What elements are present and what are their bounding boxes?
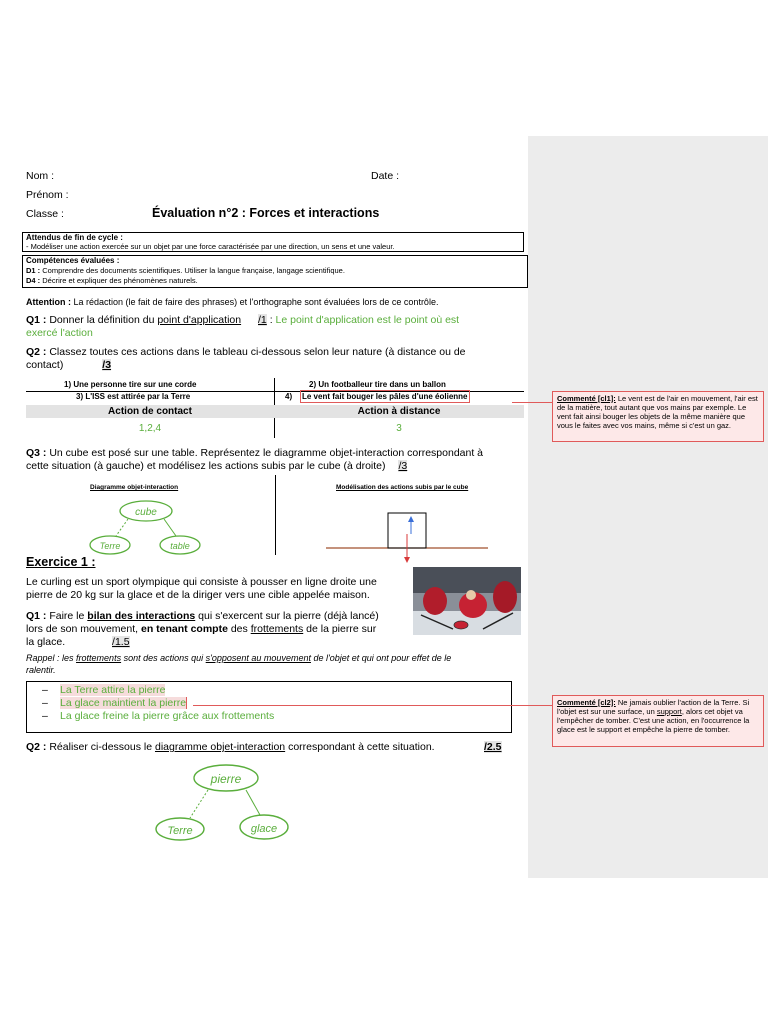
d4-code: D4 : bbox=[26, 276, 41, 285]
ex-q2-label: Q2 : bbox=[26, 741, 47, 753]
rappel-text-b: sont des actions qui bbox=[123, 653, 204, 663]
q1-colon: : bbox=[269, 314, 273, 326]
comment-2-text-b: , alors cet objet va l'empêcher de tomber. C'est une action, en l'occurrence la glace est le support et empêche la pierre de tomber. bbox=[557, 707, 750, 734]
d1-code: D1 : bbox=[26, 266, 41, 275]
q1-term: point d'application bbox=[157, 314, 242, 326]
attendus-box bbox=[22, 232, 524, 252]
q2-text-line1: Classez toutes ces actions dans le tableau ci-dessous selon leur nature (à distance ou de bbox=[49, 346, 466, 358]
photo-face bbox=[466, 590, 476, 600]
q1-label: Q1 : bbox=[26, 314, 47, 326]
action-item-4: Le vent fait bouger les pâles d'une éolienne bbox=[302, 392, 468, 401]
comment-1-header: Commenté [cl1]: bbox=[557, 394, 616, 403]
exercise-intro bbox=[26, 576, 411, 602]
distance-arrow-2 bbox=[190, 790, 208, 818]
q3-block bbox=[26, 447, 526, 473]
ex-q2-text-a: Réaliser ci-dessous le bbox=[49, 741, 153, 753]
ex-q2-text-b: correspondant à cette situation. bbox=[288, 741, 435, 753]
rappel-oppose: s'opposent au mouvement bbox=[205, 653, 311, 663]
q3-model bbox=[320, 506, 492, 568]
table-node-label: table bbox=[170, 541, 190, 551]
d1-text: Comprendre des documents scientifiques. Utiliser la langue française, langage scientifique. bbox=[42, 266, 345, 275]
action-item-2: 2) Un footballeur tire dans un ballon bbox=[309, 380, 446, 389]
col-header-distance: Action à distance bbox=[357, 406, 441, 417]
answer-2: La glace maintient la pierre bbox=[60, 697, 187, 709]
ex-q1-block bbox=[26, 610, 406, 649]
prenom-label: Prénom : bbox=[26, 189, 69, 201]
photo-player-left bbox=[423, 587, 447, 615]
classe-label: Classe : bbox=[26, 208, 64, 220]
model-title: Modélisation des actions subis par le cube bbox=[336, 484, 469, 491]
attention-label: Attention : bbox=[26, 297, 71, 307]
pierre-node-label: pierre bbox=[210, 772, 242, 786]
intro-line2: pierre de 20 kg sur la glace et de la diriger vers une cible appelée maison. bbox=[26, 589, 370, 601]
curling-photo bbox=[413, 567, 521, 635]
rappel-block bbox=[26, 652, 516, 676]
ex-q1-text-d: des bbox=[230, 623, 248, 635]
terre-node-2-label: Terre bbox=[167, 825, 193, 837]
terre-node-label: Terre bbox=[99, 541, 121, 551]
reaction-arrowhead bbox=[408, 516, 414, 522]
comment-2[interactable] bbox=[552, 695, 764, 747]
q3-label: Q3 : bbox=[26, 447, 47, 459]
q1-score: /1 bbox=[258, 314, 267, 326]
glace-node-label: glace bbox=[250, 823, 278, 835]
ex-q1-bilan: bilan des interactions bbox=[87, 610, 196, 622]
q1-answer-line1: Le point d'application est le point où est bbox=[275, 314, 460, 326]
action-item-3: 3) L'ISS est attirée par la Terre bbox=[76, 392, 191, 401]
ex-q2-score: /2.5 bbox=[484, 741, 502, 753]
comment-2-header: Commenté [cl2]: bbox=[557, 698, 616, 707]
q1-text: Donner la définition du bbox=[49, 314, 155, 326]
q3-diagram bbox=[80, 494, 220, 556]
contact-arrow-2 bbox=[246, 790, 260, 815]
comment-1[interactable] bbox=[552, 391, 764, 442]
ex-q2-term: diagramme objet-interaction bbox=[154, 741, 286, 753]
q3-text-line1: Un cube est posé sur une table. Représentez le diagramme objet-interaction correspondant à bbox=[49, 447, 484, 459]
q3-divider bbox=[275, 475, 276, 555]
rappel-text-a: Rappel : les bbox=[26, 653, 74, 663]
action-item-1: 1) Une personne tire sur une corde bbox=[64, 380, 197, 389]
q2-score: /3 bbox=[102, 359, 112, 371]
comment-connector-1 bbox=[512, 402, 552, 403]
page-title: Évaluation n°2 : Forces et interactions bbox=[152, 206, 380, 220]
ex-q1-text-a: Faire le bbox=[49, 610, 85, 622]
answer-bullet-3: – bbox=[42, 710, 48, 722]
cube-node-label: cube bbox=[135, 507, 157, 518]
ex-q1-text-c: lors de son mouvement, bbox=[26, 623, 139, 635]
ex-q1-frottements: frottements bbox=[250, 623, 304, 635]
diagram-title: Diagramme objet-interaction bbox=[90, 484, 179, 491]
answer-bullet-2: – bbox=[42, 697, 48, 709]
intro-line1: Le curling est un sport olympique qui consiste à pousser en ligne droite une bbox=[26, 576, 377, 588]
ex-q1-text-f: la glace. bbox=[26, 636, 66, 648]
answer-bullet-1: – bbox=[42, 684, 48, 696]
attendus-title: Attendus de fin de cycle : bbox=[26, 233, 123, 242]
rappel-text-d: ralentir. bbox=[26, 665, 56, 675]
ex-q1-text-b: qui s'exercent sur la pierre (déjà lancé) bbox=[198, 610, 379, 622]
q3-text-line2: cette situation (à gauche) et modélisez les actions subis par le cube (à droite) bbox=[26, 460, 386, 472]
competences-title: Compétences évaluées : bbox=[26, 256, 120, 265]
photo-stone bbox=[454, 621, 468, 629]
answer-1: La Terre attire la pierre bbox=[60, 684, 166, 696]
q2-label: Q2 : bbox=[26, 346, 47, 358]
comment-margin bbox=[528, 136, 768, 878]
rappel-text-c: de l'objet et qui ont pour effet de le bbox=[313, 653, 452, 663]
q1-block bbox=[26, 314, 526, 340]
attendus-text: - Modéliser une action exercée sur un objet par une force caractérisée par une direction, un sens et une valeur. bbox=[26, 242, 395, 251]
rappel-frottements: frottements bbox=[76, 653, 122, 663]
answer-3: La glace freine la pierre grâce aux frottements bbox=[60, 710, 275, 722]
ex-q1-label: Q1 : bbox=[26, 610, 47, 622]
answer-contact: 1,2,4 bbox=[138, 423, 162, 434]
attention-line bbox=[26, 297, 438, 307]
col-header-contact: Action de contact bbox=[108, 406, 192, 417]
exercise-title: Exercice 1 : bbox=[26, 555, 96, 569]
ex-q2-block bbox=[26, 741, 435, 753]
ex-q1-score: /1.5 bbox=[112, 636, 130, 648]
contact-arrow bbox=[164, 519, 176, 536]
attention-text: La rédaction (le fait de faire des phrases) et l'orthographe sont évaluées lors de ce contrôle. bbox=[73, 297, 439, 307]
photo-player-right bbox=[493, 581, 517, 613]
ex-q1-tenant: en tenant compte bbox=[140, 623, 228, 635]
comment-connector-2 bbox=[193, 705, 552, 706]
ex-q1-text-e: de la pierre sur bbox=[306, 623, 377, 635]
q3-score: /3 bbox=[398, 460, 408, 472]
action-item-4-num: 4) bbox=[285, 392, 293, 401]
q2-text-line2: contact) bbox=[26, 359, 64, 371]
competences-box bbox=[22, 255, 528, 288]
comment-1-text: Le vent est de l'air en mouvement, l'air est de la matière, tout autant que vos mains par exemple. Le vent fait ainsi bouger les objets de la même manière que vous le faites avec vos mains, même si c'est un gaz. bbox=[557, 394, 758, 430]
q1-answer-line2: exercé l'action bbox=[26, 327, 93, 339]
date-label: Date : bbox=[371, 170, 400, 182]
weight-arrowhead bbox=[404, 557, 410, 563]
distance-arrow bbox=[116, 519, 128, 536]
answer-distance: 3 bbox=[396, 423, 402, 434]
q2-block bbox=[26, 346, 526, 372]
ex-q2-diagram bbox=[150, 758, 300, 848]
comment-2-support: support bbox=[656, 707, 682, 716]
d4-text: Décrire et expliquer des phénomènes naturels. bbox=[42, 276, 198, 285]
nom-label: Nom : bbox=[26, 170, 55, 182]
comment-2-text-a: Ne jamais oublier l'action de la Terre. Si l'objet est sur une surface, un bbox=[557, 698, 750, 716]
